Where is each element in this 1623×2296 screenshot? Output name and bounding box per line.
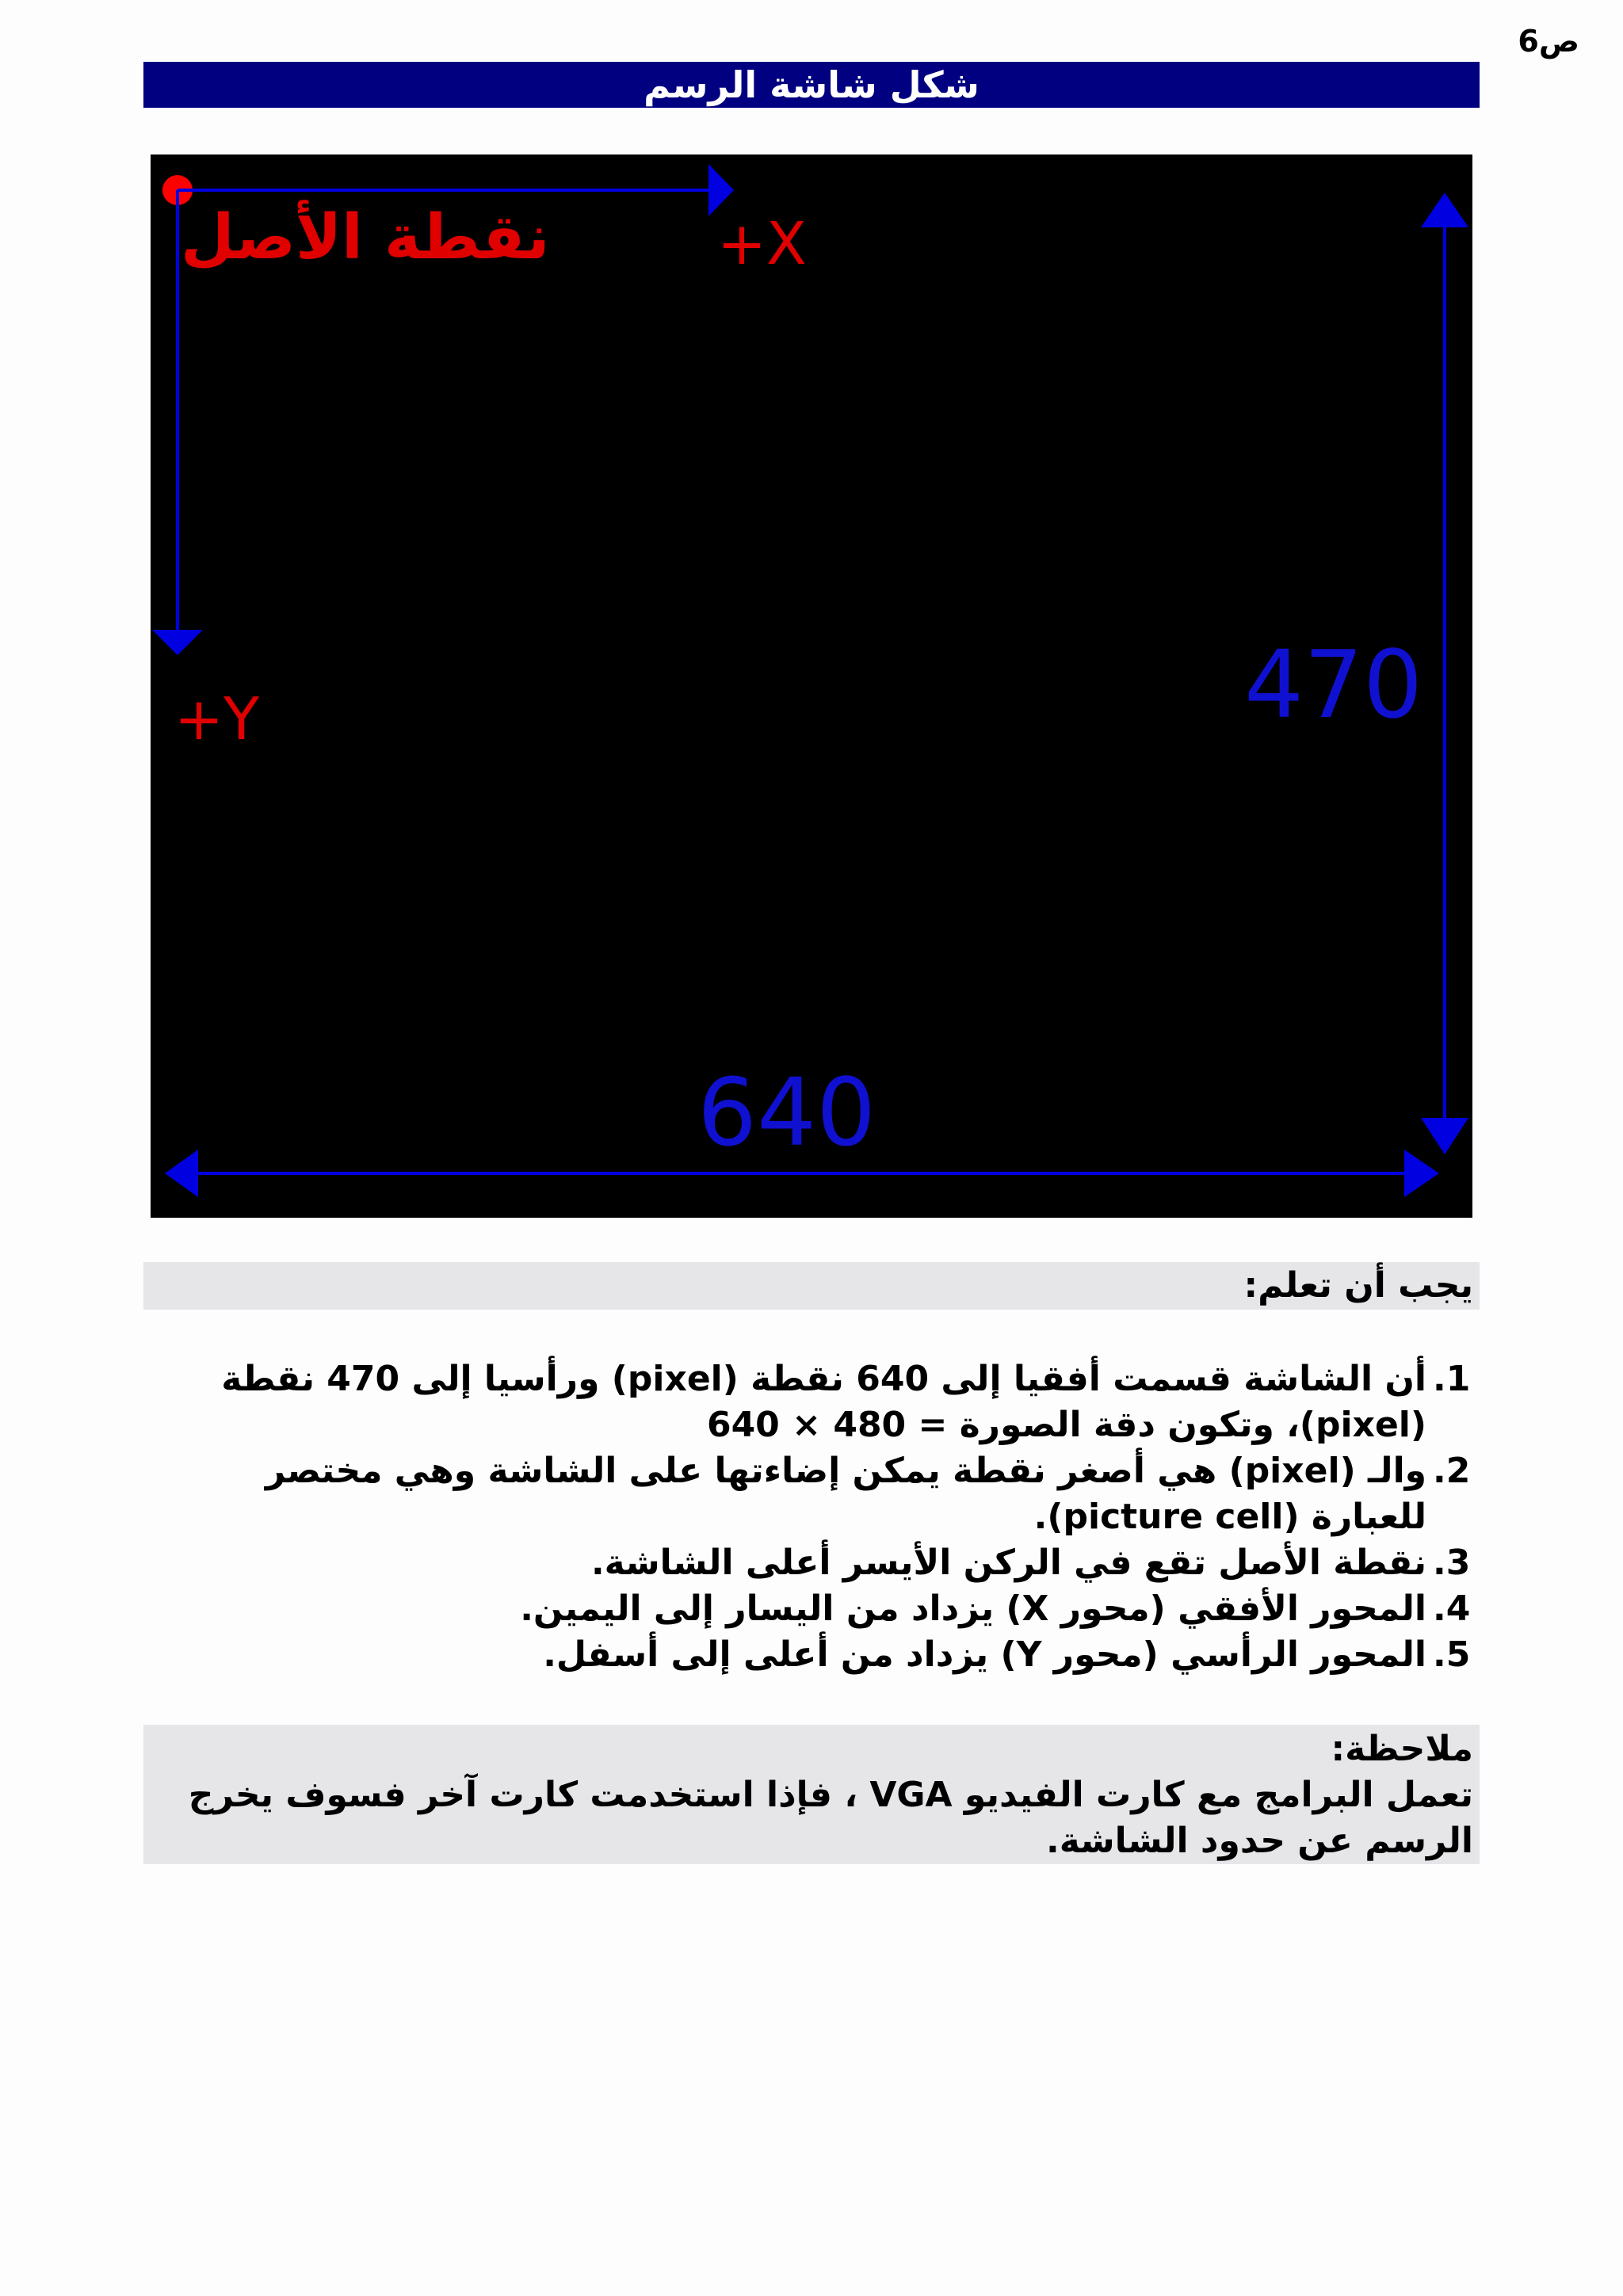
y-axis-arrowhead	[152, 630, 203, 655]
list-item-number: .4	[1433, 1589, 1471, 1629]
x-axis-label: +X	[717, 210, 807, 278]
width-dim-arrow-left	[165, 1150, 198, 1197]
page-number: ص6	[1518, 24, 1579, 59]
list-item	[143, 1632, 1471, 1678]
list-item-text: والـ (pixel) هي أصغر نقطة يمكن إضاءتها على الشاشة وهي مختصر للعبارة (picture cell).	[265, 1451, 1426, 1537]
note-text: تعمل البرامج مع كارت الفيديو VGA ، فإذا استخدمت كارت آخر فسوف يخرج الرسم عن حدود الشاشة.	[188, 1775, 1473, 1861]
height-dim-arrow-bottom	[1421, 1118, 1468, 1154]
y-axis-label: +Y	[174, 685, 260, 753]
width-dim-arrow-right	[1404, 1150, 1439, 1197]
origin-label: نقطة الأصل	[181, 202, 550, 273]
learn-heading: يجب أن تعلم:	[143, 1262, 1480, 1310]
list-item-number: .5	[1433, 1634, 1471, 1675]
note-heading: ملاحظة:	[1331, 1729, 1473, 1769]
list-item-text: نقطة الأصل تقع في الركن الأيسر أعلى الشاشة.	[590, 1543, 1426, 1583]
list-item-text: المحور الرأسي (محور Y) يزداد من أعلى إلى أسفل.	[543, 1634, 1426, 1675]
list-item	[143, 1356, 1471, 1448]
list-item	[143, 1540, 1471, 1586]
x-axis-arrowhead	[708, 164, 734, 216]
list-item	[143, 1448, 1471, 1540]
note-box	[143, 1725, 1480, 1864]
height-label: 470	[1244, 630, 1423, 739]
list-item-text: المحور الأفقي (محور X) يزداد من اليسار إلى اليمين.	[520, 1589, 1426, 1629]
list-item-number: .3	[1433, 1543, 1471, 1583]
learn-points-list	[143, 1356, 1471, 1678]
list-item-number: .1	[1433, 1359, 1471, 1399]
list-item-text: أن الشاشة قسمت أفقيا إلى 640 نقطة (pixel) ورأسيا إلى 470 نقطة (pixel)، وتكون دقة الصورة = 480 × 640	[221, 1359, 1426, 1445]
screen-diagram	[151, 154, 1472, 1218]
height-dim-arrow-top	[1421, 193, 1468, 227]
width-label: 640	[697, 1058, 876, 1167]
list-item	[143, 1586, 1471, 1632]
page-title: شكل شاشة الرسم	[143, 62, 1480, 108]
list-item-number: .2	[1433, 1451, 1471, 1491]
